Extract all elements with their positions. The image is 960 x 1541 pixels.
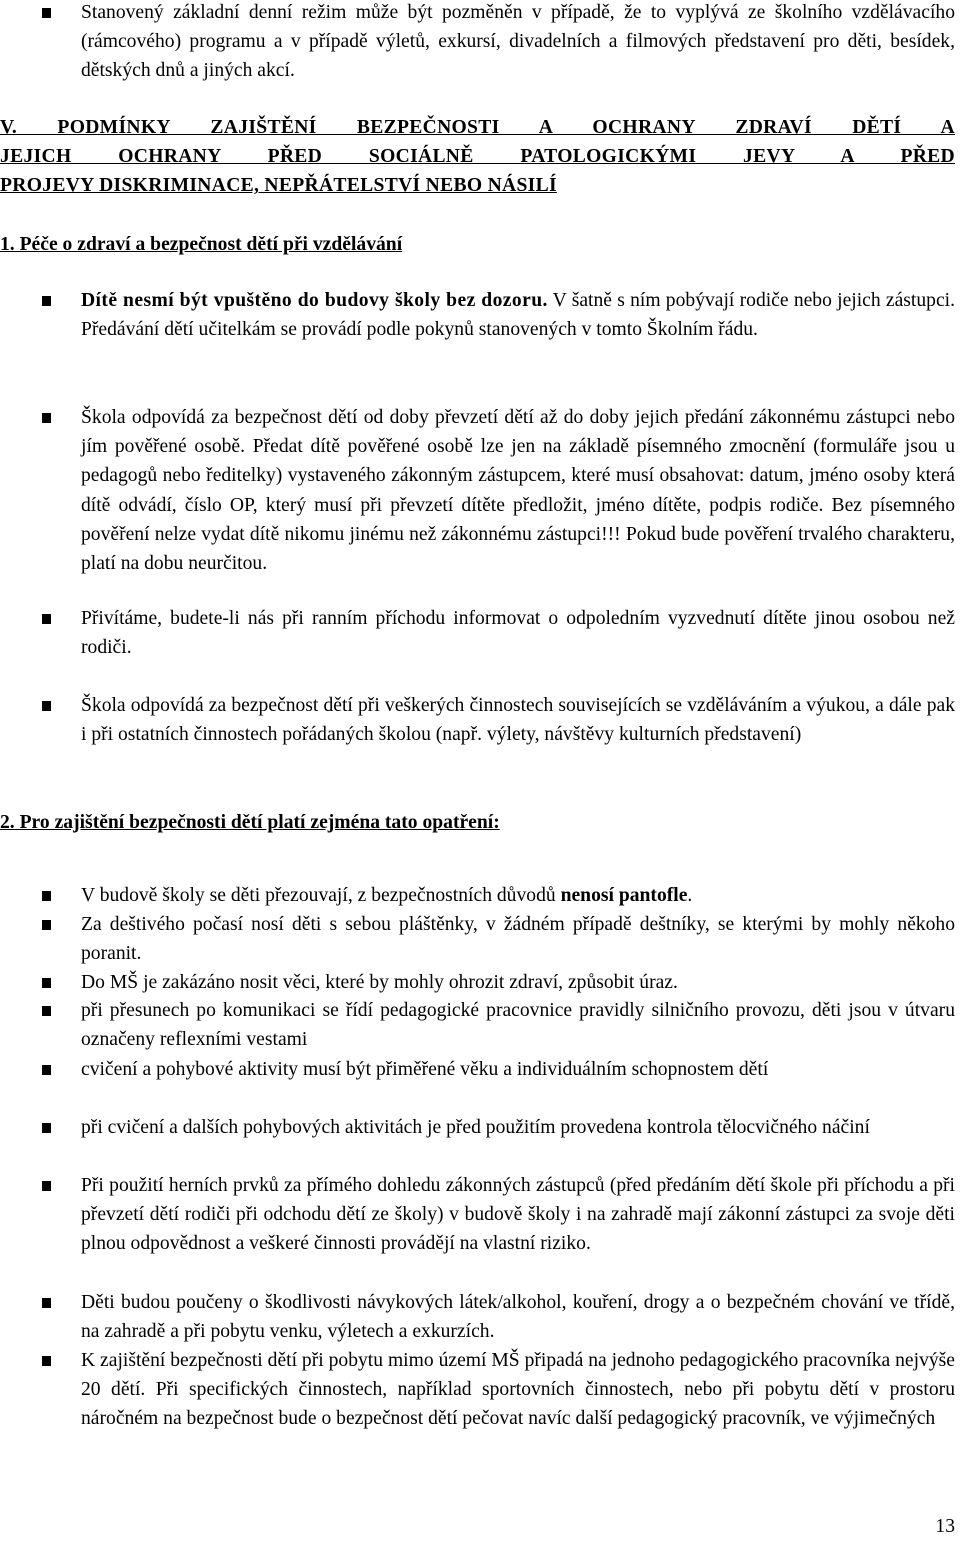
sub1-bullet4: Škola odpovídá za bezpečnost dětí při veškerých činnostech souvisejících se vzděláváním a výukou, a dále pak i při ostatních činnostech pořádaných školou (např. výlety, návštěvy kulturních představení) <box>81 695 955 746</box>
sub1-bullet1-rest: V šatně s ním pobývají rodiče nebo jejich zástupci. Předávání dětí učitelkám se provádí podle pokynů stanovených v tomto Školním řádu. <box>81 290 956 341</box>
sub2-bullet7: Při použití herních prvků za přímého dohledu zákonných zástupců (před předáním dětí škole při příchodu a při převzetí dětí rodiči při odchodu dětí ze školy) v budově školy i na zahradě mají zákonní zástupci za svoje děti plnou odpovědnost a veškeré činnosti provádějí na vlastní riziko. <box>81 1175 955 1255</box>
sub2-bullet9: K zajištění bezpečnosti dětí při pobytu mimo území MŠ připadá na jednoho pedagogického pracovníka nejvýše 20 dětí. Při specifických činnostech, například sportovních činnostech, nebo při pobytu dětí v prostoru náročném na bezpečnost bude o bezpečnost dětí pečovat navíc další pedagogický pracovník, ve výjimečných <box>81 1350 955 1430</box>
sub2-bullet6: při cvičení a dalších pohybových aktivitách je před použitím provedena kontrola tělocvičného náčiní <box>81 1117 870 1138</box>
section-v-line2: JEJICH OCHRANY PŘED SOCIÁLNĚ PATOLOGICKÝMI JEVY A PŘED <box>0 146 955 168</box>
bullet-marker <box>42 701 51 711</box>
bullet-marker <box>42 8 51 18</box>
sub2-bullet1 <box>81 881 955 910</box>
sub1-bullet1-bold: Dítě nesmí být vpuštěno do budovy školy bez dozoru. <box>81 290 548 311</box>
section-v-heading <box>0 113 955 201</box>
sub1-bullet2: Škola odpovídá za bezpečnost dětí od doby převzetí dětí až do doby jejich předání zákonnému zástupci nebo jím pověřené osobě. Předat dítě pověřené osobě lze jen na základě písemného zmocnění (formuláře jsou u pedagogů nebo ředitelky) vystaveného zákonným zástupcem, které musí obsahovat: datum, jméno osoby která dítě odvádí, číslo OP, který musí při převzetí dítěte předložit, jméno dítěte, podpis rodiče. Bez písemného pověření nelze vydat dítě nikomu jinému než zákonnému zástupci!!! Pokud bude pověření trvalého charakteru, platí na dobu neurčitou. <box>81 407 955 575</box>
sub1-bullet1 <box>81 286 955 344</box>
bullet-marker <box>42 1181 51 1191</box>
bullet-marker <box>42 891 51 901</box>
bullet-marker <box>42 296 51 306</box>
bullet-marker <box>42 1123 51 1133</box>
bullet-marker <box>42 920 51 930</box>
sub1-bullet3: Přivítáme, budete-li nás při ranním příchodu informovat o odpoledním vyzvednutí dítěte jinou osobou než rodiči. <box>81 608 955 659</box>
subsection-1-heading: 1. Péče o zdraví a bezpečnost dětí při vzdělávání <box>0 234 403 255</box>
sub2-bullet8: Děti budou poučeny o škodlivosti návykových látek/alkohol, kouření, drogy a o bezpečném chování ve třídě, na zahradě a při pobytu venku, výletech a exkurzích. <box>81 1292 955 1343</box>
subsection-2-heading: 2. Pro zajištění bezpečnosti dětí platí zejména tato opatření: <box>0 812 500 833</box>
bullet-marker <box>42 413 51 423</box>
bullet-marker <box>42 1298 51 1308</box>
sub2-bullet5: cvičení a pohybové aktivity musí být přiměřené věku a individuálním schopnostem dětí <box>81 1059 769 1080</box>
section-v-line3: PROJEVY DISKRIMINACE, NEPŘÁTELSTVÍ NEBO NÁSILÍ <box>0 175 557 197</box>
bullet-marker <box>42 1356 51 1366</box>
bullet-marker <box>42 978 51 988</box>
sub2-bullet4: při přesunech po komunikaci se řídí pedagogické pracovnice pravidly silničního provozu, děti jsou v útvaru označeny reflexními vestami <box>81 1000 955 1051</box>
bullet-marker <box>42 1065 51 1075</box>
sub2-bullet1-post: . <box>687 885 693 906</box>
bullet-marker <box>42 614 51 624</box>
intro-bullet-text: Stanovený základní denní režim může být pozměněn v případě, že to vyplývá ze školního vzdělávacího (rámcového) programu a v případě výletů, exkursí, divadelních a filmových představení pro děti, besídek, dětských dnů a jiných akcí. <box>81 2 955 82</box>
sub2-bullet2: Za deštivého počasí nosí děti s sebou pláštěnky, v žádném případě deštníky, se kterými by mohly někoho poranit. <box>81 914 955 965</box>
page-number: 13 <box>935 1516 955 1537</box>
section-v-line1: V. PODMÍNKY ZAJIŠTĚNÍ BEZPEČNOSTI A OCHRANY ZDRAVÍ DĚTÍ A <box>0 117 955 138</box>
sub2-bullet3: Do MŠ je zakázáno nosit věci, které by mohly ohrozit zdraví, způsobit úraz. <box>81 972 678 993</box>
sub2-bullet1-pre: V budově školy se děti přezouvají, z bezpečnostních důvodů <box>81 885 561 906</box>
bullet-marker <box>42 1006 51 1016</box>
sub2-bullet1-bold: nenosí pantofle <box>560 885 688 906</box>
